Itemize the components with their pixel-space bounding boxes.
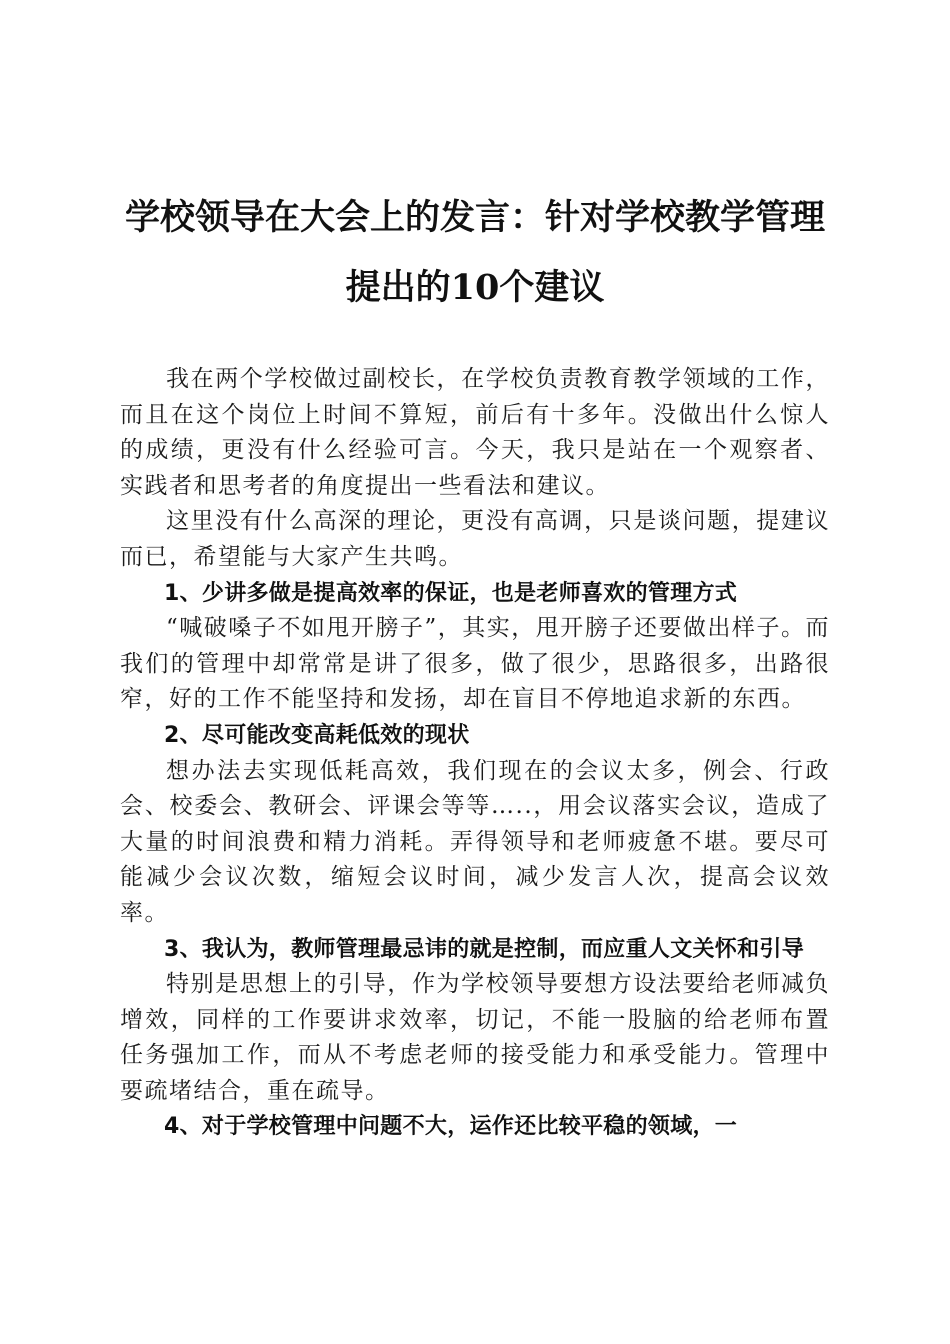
- paragraph-section-3: 特别是思想上的引导，作为学校领导要想方设法要给老师减负增效，同样的工作要讲求效率，切记，不能一股脑的给老师布置任务强加工作，而从不考虑老师的接受能力和承受能力。管理中要疏堵结合，重在疏导。: [120, 971, 830, 1104]
- paragraph-section-1: “喊破嗓子不如甩开膀子”，其实，甩开膀子还要做出样子。而我们的管理中却常常是讲了很多，做了很少，思路很多，出路很窄，好的工作不能坚持和发扬，却在盲目不停地追求新的东西。: [120, 615, 830, 713]
- document-title-line-1: 学校领导在大会上的发言：针对学校教学管理: [124, 197, 825, 238]
- section-heading-4: 4、对于学校管理中问题不大，运作还比较平稳的领域，一: [164, 1114, 738, 1140]
- section-heading-1: 1、少讲多做是提高效率的保证，也是老师喜欢的管理方式: [164, 580, 738, 606]
- paragraph-section-2: 想办法去实现低耗高效，我们现在的会议太多，例会、行政会、校委会、教研会、评课会等等…..，用会议落实会议，造成了大量的时间浪费和精力消耗。弄得领导和老师疲惫不堪。要尽可能减少会议次数，缩短会议时间，减少发言人次，提高会议效率。: [120, 757, 830, 926]
- paragraph-intro: 我在两个学校做过副校长，在学校负责教育教学领域的工作，而且在这个岗位上时间不算短，前后有十多年。没做出什么惊人的成绩，更没有什么经验可言。今天，我只是站在一个观察者、实践者和思考者的角度提出一些看法和建议。: [120, 366, 830, 499]
- document-body: [120, 362, 830, 1145]
- document-title-line-2: 提出的10个建议: [345, 267, 605, 308]
- paragraph-purpose: 这里没有什么高深的理论，更没有高调，只是谈问题，提建议而已，希望能与大家产生共鸣。: [120, 508, 830, 570]
- section-heading-3: 3、我认为，教师管理最忌讳的就是控制，而应重人文关怀和引导: [164, 936, 805, 962]
- section-heading-2: 2、尽可能改变高耗低效的现状: [164, 722, 470, 748]
